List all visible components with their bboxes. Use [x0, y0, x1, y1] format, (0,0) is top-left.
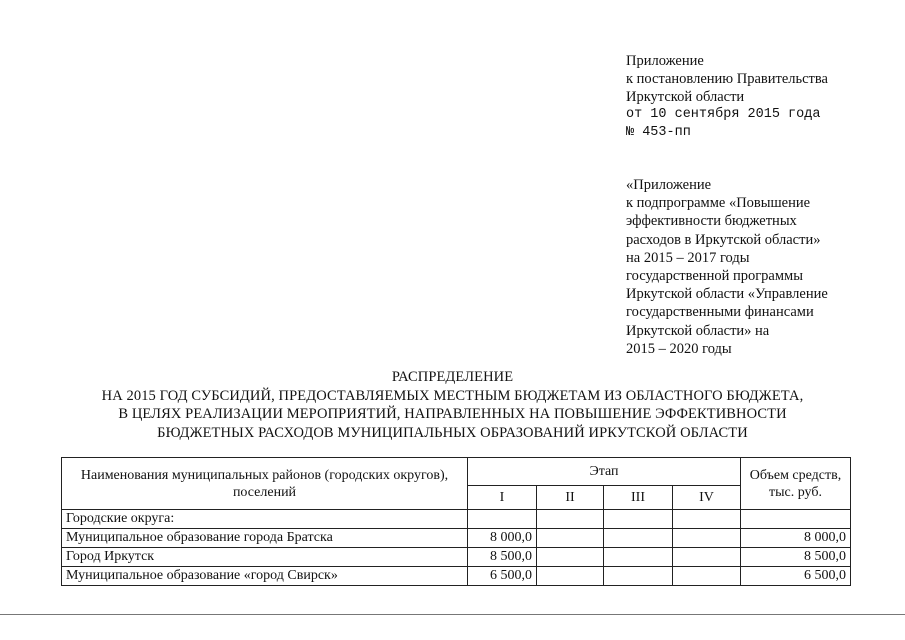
row-stage-1: 8 000,0	[468, 529, 537, 548]
appendix-heading: Приложение	[626, 53, 704, 69]
row-stage-1: 8 500,0	[468, 548, 537, 567]
row-stage-1: 6 500,0	[468, 567, 537, 586]
row-total: 8 500,0	[741, 548, 851, 567]
row-stage-4	[673, 567, 741, 586]
header-total: Объем средств, тыс. руб.	[741, 458, 851, 510]
row-stage-4	[673, 510, 741, 529]
header-municipality: Наименования муниципальных районов (городских округов), поселений	[62, 458, 468, 510]
subprogram-line: на 2015 – 2017 годы	[626, 249, 750, 266]
subprogram-line: государственной программы	[626, 268, 803, 285]
subprogram-line: Иркутской области» на	[626, 322, 770, 339]
subprogram-line: расходов в Иркутской области»	[626, 231, 821, 248]
row-stage-2	[537, 548, 604, 567]
subprogram-appendix-block	[626, 176, 828, 358]
row-total: 6 500,0	[741, 567, 851, 586]
title-line: В ЦЕЛЯХ РЕАЛИЗАЦИИ МЕРОПРИЯТИЙ, НАПРАВЛЕННЫХ НА ПОВЫШЕНИЕ ЭФФЕКТИВНОСТИ	[118, 406, 787, 422]
row-stage-1	[468, 510, 537, 529]
row-stage-2	[537, 529, 604, 548]
row-name: Городские округа:	[62, 510, 468, 529]
row-total	[741, 510, 851, 529]
table-row	[62, 567, 851, 586]
row-stage-3	[604, 510, 673, 529]
subsidy-distribution-table	[61, 457, 851, 586]
table-row	[62, 510, 851, 529]
row-name: Город Иркутск	[62, 548, 468, 567]
row-stage-4	[673, 548, 741, 567]
table-row	[62, 548, 851, 567]
row-stage-4	[673, 529, 741, 548]
row-total: 8 000,0	[741, 529, 851, 548]
subprogram-line: Иркутской области «Управление	[626, 286, 828, 303]
header-stage-1: I	[468, 486, 537, 510]
header-stage-3: III	[604, 486, 673, 510]
subprogram-line: «Приложение	[626, 177, 712, 193]
subprogram-line: к подпрограмме «Повышение	[626, 195, 811, 212]
header-stage: Этап	[468, 458, 741, 486]
title-line: РАСПРЕДЕЛЕНИЕ	[391, 369, 514, 385]
header-stage-4: IV	[673, 486, 741, 510]
appendix-date: от 10 сентября 2015 года	[626, 107, 821, 122]
row-stage-3	[604, 567, 673, 586]
row-name: Муниципальное образование города Братска	[62, 529, 468, 548]
row-name: Муниципальное образование «город Свирск»	[62, 567, 468, 586]
table-row	[62, 529, 851, 548]
scan-edge-divider	[0, 614, 905, 615]
header-stage-2: II	[537, 486, 604, 510]
appendix-resolution-ref: к постановлению Правительства	[626, 71, 828, 87]
title-line: БЮДЖЕТНЫХ РАСХОДОВ МУНИЦИПАЛЬНЫХ ОБРАЗОВАНИЙ ИРКУТСКОЙ ОБЛАСТИ	[157, 424, 748, 441]
row-stage-2	[537, 567, 604, 586]
appendix-region: Иркутской области	[626, 89, 745, 105]
subprogram-line: эффективности бюджетных	[626, 213, 797, 230]
resolution-appendix-block	[626, 52, 828, 142]
subprogram-line: 2015 – 2020 годы	[626, 340, 732, 357]
row-stage-3	[604, 548, 673, 567]
document-title	[0, 368, 905, 442]
appendix-number: № 453-пп	[626, 125, 691, 140]
subprogram-line: государственными финансами	[626, 304, 814, 321]
title-line: НА 2015 ГОД СУБСИДИЙ, ПРЕДОСТАВЛЯЕМЫХ МЕСТНЫМ БЮДЖЕТАМ ИЗ ОБЛАСТНОГО БЮДЖЕТА,	[101, 387, 804, 404]
row-stage-2	[537, 510, 604, 529]
row-stage-3	[604, 529, 673, 548]
